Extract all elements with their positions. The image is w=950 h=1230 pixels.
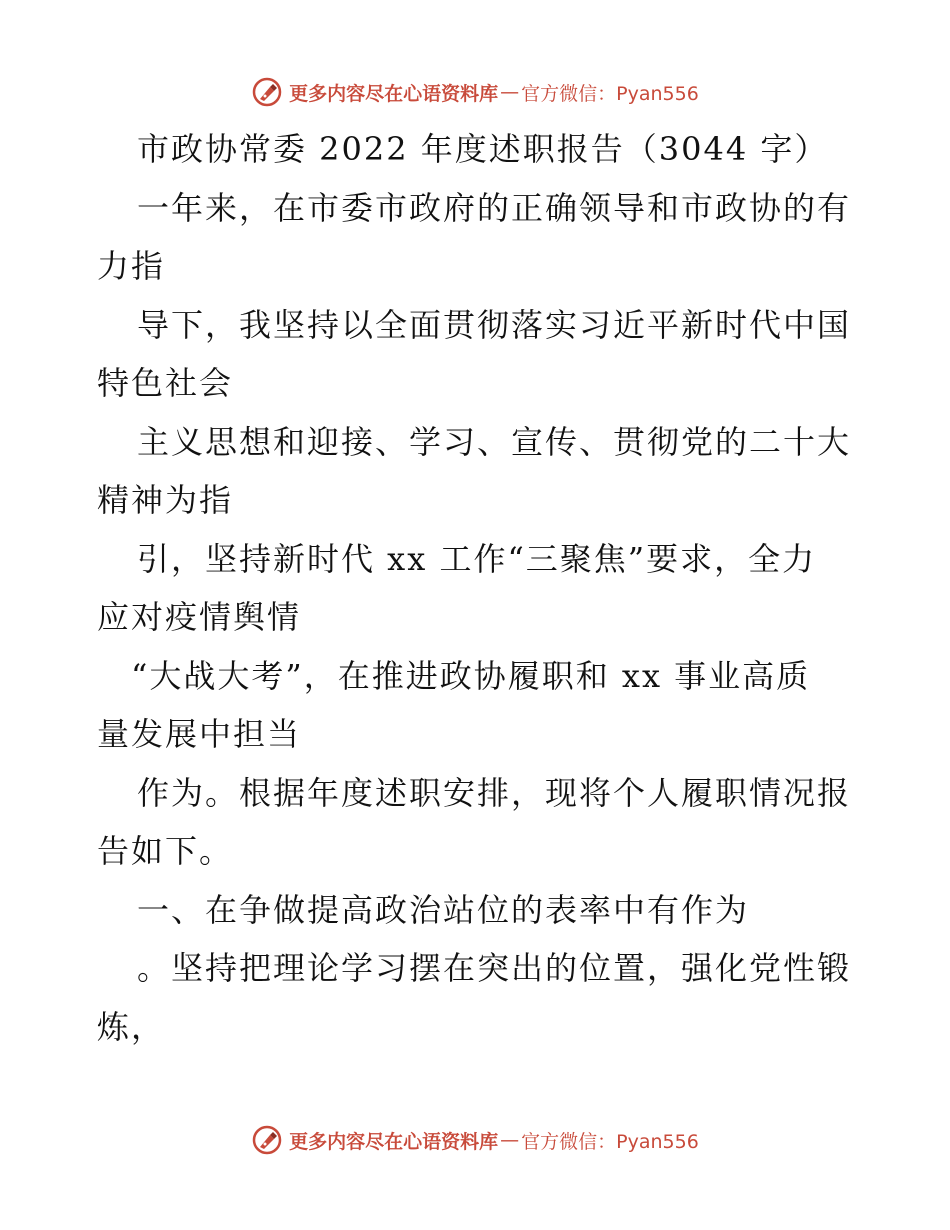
banner-main-text: 更多内容尽在心语资料库	[289, 82, 499, 105]
text-line: 量发展中担当	[97, 715, 302, 753]
section-heading: 一、在争做提高政治站位的表率中有作为	[137, 890, 750, 929]
footer-watermark-banner	[0, 1120, 950, 1160]
header-watermark-banner	[0, 72, 950, 112]
text-line: 。坚持把理论学习摆在突出的位置，强化党性锻	[137, 949, 852, 987]
text-line: 一年来，在市委市政府的正确领导和市政协的有	[137, 188, 852, 227]
pen-nib-circle-icon	[251, 76, 283, 108]
pen-nib-circle-icon	[251, 1124, 283, 1156]
text-line: 应对疫情舆情	[97, 598, 302, 636]
text-line: 作为。根据年度述职安排，现将个人履职情况报	[137, 773, 852, 812]
text-line: “大战大考”，在推进政协履职和 xx 事业高质	[131, 656, 811, 695]
banner-dash: —	[500, 81, 520, 103]
text-line: 精神为指	[97, 481, 234, 519]
text-line: 引，坚持新时代 xx 工作“三聚焦”要求，全力	[137, 539, 817, 578]
banner-main-text: 更多内容尽在心语资料库	[289, 1130, 499, 1153]
text-line: 力指	[97, 247, 166, 285]
document-title: 市政协常委 2022 年度述职报告（3044 字）	[137, 130, 829, 168]
banner-dash: —	[500, 1129, 520, 1151]
banner-wechat-text: 官方微信：Pyan556	[521, 1130, 699, 1153]
text-line: 告如下。	[97, 832, 234, 870]
text-line: 主义思想和迎接、学习、宣传、贯彻党的二十大	[137, 422, 852, 461]
text-line: 导下，我坚持以全面贯彻落实习近平新时代中国	[137, 305, 852, 344]
banner-wechat-text: 官方微信：Pyan556	[521, 82, 699, 105]
text-line: 特色社会	[97, 364, 234, 402]
document-body	[97, 120, 857, 1056]
text-line: 炼，	[97, 1007, 166, 1046]
